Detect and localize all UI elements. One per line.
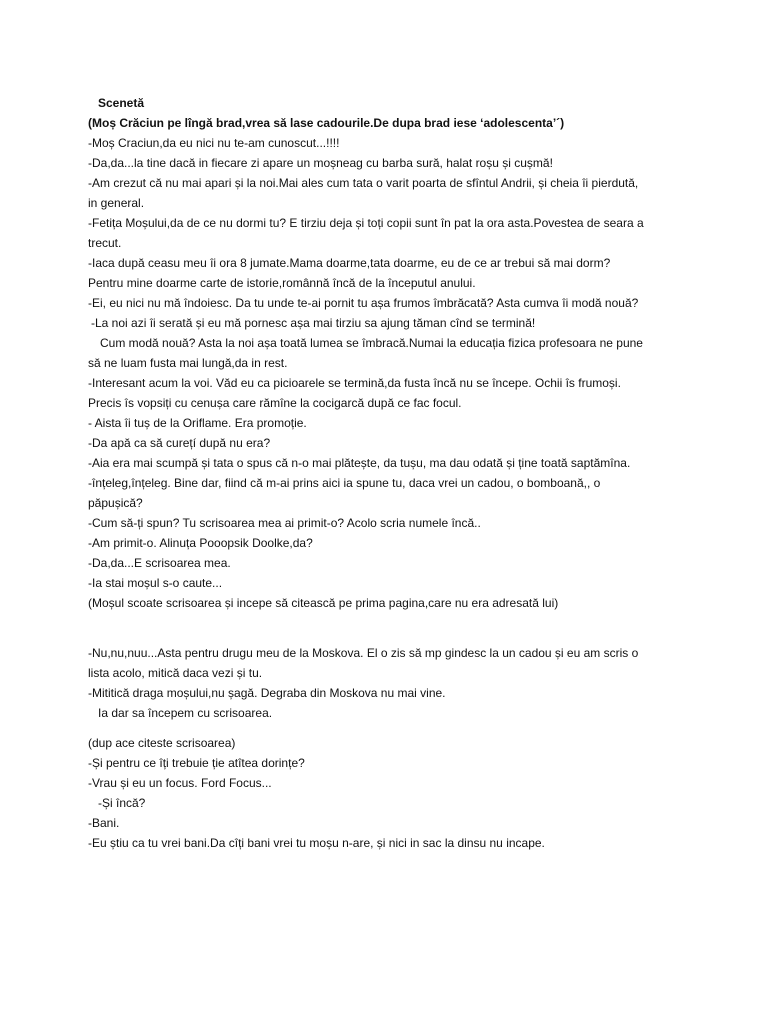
text-line: - Aista îi tuș de la Oriflame. Era promoție.	[88, 416, 307, 430]
paragraph-gap	[88, 613, 708, 643]
text-line: in general.	[88, 196, 145, 210]
text-line: -Fetița Moșului,da de ce nu dormi tu? E tirziu deja și toți copii sunt în pat la ora asta.Povestea de seara a	[88, 216, 644, 230]
text-line: -Aia era mai scumpă și tata o spus că n-o mai plătește, da tușu, ma dau odată și ține toată saptămîna.	[88, 456, 631, 470]
text-line: Pentru mine doarme carte de istorie,românnă încă de la începutul anului.	[88, 276, 476, 290]
text-line: -Am primit-o. Alinuța Pooopsik Doolke,da?	[88, 536, 313, 550]
text-line: -Nu,nu,nuu...Asta pentru drugu meu de la Moskova. El o zis să mp gindesc la un cadou și eu am scris o	[88, 646, 639, 660]
text-line: -Iaca după ceasu meu îi ora 8 jumate.Mama doarme,tata doarme, eu de ce ar trebui să mai dorm?	[88, 256, 611, 270]
stage-direction: (Moș Crăciun pe lîngă brad,vrea să lase cadourile.De dupa brad iese ‘adolescenta’´)	[88, 116, 565, 130]
document-title: Scenetă	[98, 96, 145, 110]
text-line: -Bani.	[88, 816, 120, 830]
text-line: -Da,da...E scrisoarea mea.	[88, 556, 231, 570]
text-line: Precis îs vopsiți cu cenușa care rămîne la cocigarcă după ce fac focul.	[88, 396, 462, 410]
text-line: păpușică?	[88, 496, 143, 510]
text-line: -Și pentru ce îți trebuie ție atîtea dorințe?	[88, 756, 305, 770]
text-line: -Cum să-ți spun? Tu scrisoarea mea ai primit-o? Acolo scria numele încă..	[88, 516, 481, 530]
text-line: -Ei, eu nici nu mă îndoiesc. Da tu unde te-ai pornit tu așa frumos îmbrăcată? Asta cumva îi modă nouă?	[88, 296, 639, 310]
text-line: lista acolo, mitică daca vezi și tu.	[88, 666, 263, 680]
text-line: -Da,da...la tine dacă in fiecare zi apare un moșneag cu barba sură, halat roșu și cușmă!	[88, 156, 553, 170]
text-line: să ne luam fusta mai lungă,da in rest.	[88, 356, 288, 370]
text-line: -Eu știu ca tu vrei bani.Da cîți bani vrei tu moșu n-are, și nici in sac la dinsu nu incape.	[88, 836, 545, 850]
text-line: -Interesant acum la voi. Văd eu ca picioarele se termină,da fusta încă nu se începe. Ochii îs frumoși.	[88, 376, 621, 390]
text-line: (dup ace citeste scrisoarea)	[88, 736, 236, 750]
text-line: (Moșul scoate scrisoarea și incepe să citească pe prima pagina,care nu era adresată lui)	[88, 596, 559, 610]
text-line: -Mititică draga moșului,nu șagă. Degraba din Moskova nu mai vine.	[88, 686, 446, 700]
paragraph-gap	[88, 723, 708, 733]
text-line: trecut.	[88, 236, 122, 250]
text-line: -Am crezut că nu mai apari și la noi.Mai ales cum tata o varit poarta de sfîntul Andrii, și cheia îi pierdută,	[88, 176, 639, 190]
text-line: -Vrau și eu un focus. Ford Focus...	[88, 776, 272, 790]
text-line-indented: Cum modă nouă? Asta la noi așa toată lumea se îmbracă.Numai la educația fizica profesoara ne pune	[100, 336, 643, 350]
text-line-indented: Ia dar sa începem cu scrisoarea.	[98, 706, 273, 720]
text-line-indented: -La noi azi îi serată și eu mă pornesc așa mai tirziu sa ajung tăman cînd se termină!	[91, 316, 536, 330]
document-page	[88, 93, 708, 853]
text-line-indented: -Și încă?	[98, 796, 146, 810]
text-line: -Da apă ca să curețí după nu era?	[88, 436, 271, 450]
text-line: -Ia stai moșul s-o caute...	[88, 576, 223, 590]
text-line: -înțeleg,înțeleg. Bine dar, fiind că m-ai prins aici ia spune tu, daca vrei un cadou, o bomboană,, o	[88, 476, 601, 490]
text-line: -Moș Craciun,da eu nici nu te-am cunoscut...!!!!	[88, 136, 340, 150]
